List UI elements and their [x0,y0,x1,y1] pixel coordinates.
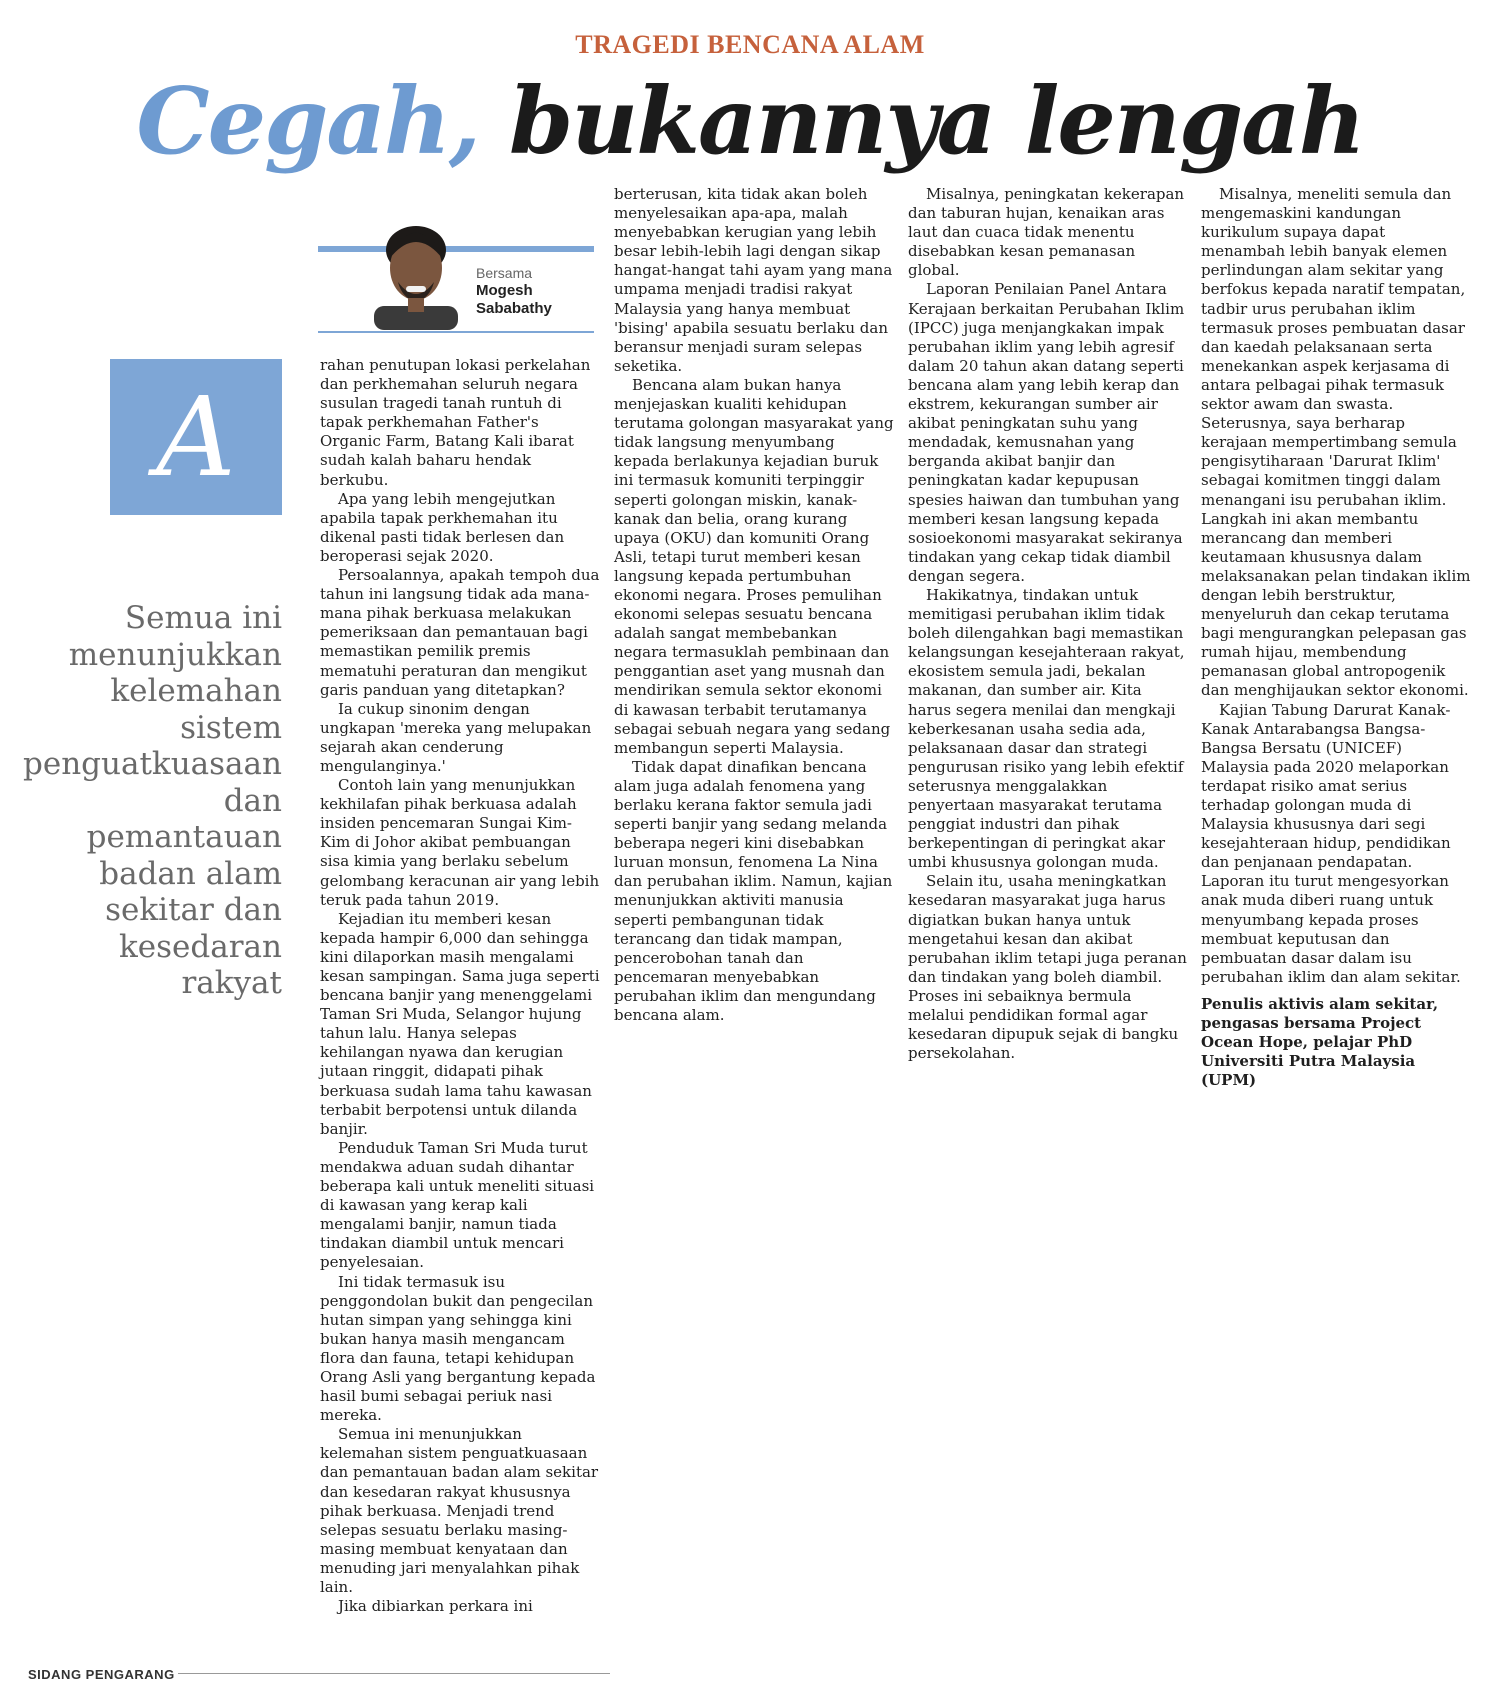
footer-rule [178,1673,610,1674]
pull-quote: Semua ini menunjukkan kelemahan sistem penguatkuasaan dan pemantauan badan alam sekitar dan kesedaran rakyat [23,600,282,1001]
paragraph: Jika dibiarkan perkara ini [338,1597,533,1616]
paragraph: Misalnya, peningkatan kekerapan dan taburan hujan, kenaikan aras laut dan cuaca tidak menentu disebabkan kesan pemanasan global. [908,185,1185,280]
article-column-2 [614,185,894,1025]
paragraph: rahan penutupan lokasi perkelahan dan perkhemahan seluruh negara susulan tragedi tanah runtuh di tapak perkhemahan Father's Organic Farm, Batang Kali ibarat sudah kalah baharu hendak berkubu. [320,356,591,489]
paragraph: Ini tidak termasuk isu penggondolan bukit dan pengecilan hutan simpan yang sehingga kini bukan hanya masih mengancam flora dan fauna, tetapi kehidupan Orang Asli yang bergantung kepada hasil bumi sebagai periuk nasi mereka. [320,1272,596,1425]
paragraph: Bencana alam bukan hanya menjejaskan kualiti kehidupan terutama golongan masyarakat yang tidak langsung menyumbang kepada berlakunya kejadian buruk ini termasuk komuniti terpinggir seperti golongan miskin, kanak-kanak dan belia, orang kurang upaya (OKU) dan komuniti Orang Asli, tetapi turut memberi kesan langsung kepada pertumbuhan ekonomi negara. Proses pemulihan ekonomi selepas sesuatu bencana adalah sangat membebankan negara termasuklah pembinaan dan penggantian aset yang musnah dan mendirikan semula sektor ekonomi di kawasan terbabit terutamanya sebagai sebuah negara yang sedang membangun seperti Malaysia. [614,375,894,757]
paragraph: Persoalannya, apakah tempoh dua tahun ini langsung tidak ada mana-mana pihak berkuasa melakukan pemeriksaan dan pemantauan bagi memastikan pemilik premis mematuhi peraturan dan mengikut garis panduan yang ditetapkan? [320,566,600,699]
author-note: Penulis aktivis alam sekitar, pengasas bersama Project Ocean Hope, pelajar PhD Universiti Putra Malaysia (UPM) [1201,994,1439,1090]
paragraph: Kajian Tabung Darurat Kanak-Kanak Antarabangsa Bangsa-Bangsa Bersatu (UNICEF) Malaysia pada 2020 melaporkan terdapat risiko amat serius terhadap golongan muda di Malaysia khususnya dari segi kesejahteraan hidup, pendidikan dan penjanaan pendapatan. Laporan itu turut mengesyorkan anak muda diberi ruang untuk menyumbang kepada proses membuat keputusan dan pembuatan dasar dalam isu perubahan iklim dan alam sekitar. [1201,700,1461,986]
byline-text [476,264,586,318]
paragraph: Selain itu, usaha meningkatkan kesedaran masyarakat juga harus digiatkan bukan hanya untuk mengetahui kesan dan akibat perubahan iklim tetapi juga peranan dan tindakan yang boleh diambil. Proses ini sebaiknya bermula melalui pendidikan formal agar kesedaran dipupuk sejak di bangku persekolahan. [908,872,1187,1063]
paragraph: Laporan Penilaian Panel Antara Kerajaan berkaitan Perubahan Iklim (IPCC) juga menjangkakan impak perubahan iklim yang lebih agresif dalam 20 tahun akan datang seperti bencana alam yang lebih kerap dan ekstrem, kekurangan sumber air akibat peningkatan suhu yang mendadak, kemusnahan yang berganda akibat banjir dan peningkatan kadar kepupusan spesies haiwan dan tumbuhan yang memberi kesan langsung kepada sosioekonomi masyarakat sekiranya tindakan yang cekap tidak diambil dengan segera. [908,280,1185,585]
headline-part-2: bukannya lengah [509,67,1364,175]
paragraph: Apa yang lebih mengejutkan apabila tapak perkhemahan itu dikenal pasti tidak berlesen dan beroperasi sejak 2020. [320,489,565,565]
drop-cap: A [110,359,282,515]
paragraph: Misalnya, meneliti semula dan mengemaskini kandungan kurikulum supaya dapat menambah lebih banyak elemen perlindungan alam sekitar yang berfokus kepada naratif tempatan, tadbir urus perubahan iklim termasuk proses pembuatan dasar dan kaedah pelaksanaan serta menekankan aspek kerjasama di antara pelbagai pihak termasuk sektor awam dan swasta. Seterusnya, saya berharap kerajaan mempertimbang semula pengisytiharaan 'Darurat Iklim' sebagai komitmen tinggi dalam menangani isu perubahan iklim. Langkah ini akan membantu merancang dan memberi keutamaan khususnya dalam melaksanakan pelan tindakan iklim dengan lebih berstruktur, menyeluruh dan cekap terutama bagi mengurangkan pelepasan gas rumah hijau, membendung pemanasan global antropogenik dan menghijaukan sektor ekonomi. [1201,185,1471,700]
byline [318,206,594,338]
paragraph: berterusan, kita tidak akan boleh menyelesaikan apa-apa, malah menyebabkan kerugian yang lebih besar lebih-lebih lagi dengan sikap hangat-hangat tahi ayam yang mana umpama menjadi tradisi rakyat Malaysia yang hanya membuat 'bising' apabila sesuatu berlaku dan beransur menjadi suram selepas seketika. [614,185,893,375]
headline [0,66,1500,176]
paragraph: Penduduk Taman Sri Muda turut mendakwa aduan sudah dihantar beberapa kali untuk meneliti situasi di kawasan yang kerap kali mengalami banjir, namun tiada tindakan diambil untuk mencari penyelesaian. [320,1138,595,1272]
headline-part-1: Cegah, [136,67,479,175]
byline-label: Bersama [476,265,533,281]
paragraph: Contoh lain yang menunjukkan kekhilafan pihak berkuasa adalah insiden pencemaran Sungai Kim-Kim di Johor akibat pembuangan sisa kimia yang berlaku sebelum gelombang keracunan air yang lebih teruk pada tahun 2019. [320,776,600,909]
paragraph: Kejadian itu memberi kesan kepada hampir 6,000 dan sehingga kini dilaporkan masih mengalami kesan sampingan. Sama juga seperti bencana banjir yang menenggelami Taman Sri Muda, Selangor hujung tahun lalu. Hanya selepas kehilangan nyawa dan kerugian jutaan ringgit, didapati pihak berkuasa sudah lama tahu kawasan terbabit berpotensi untuk dilanda banjir. [320,909,600,1138]
author-name: Mogesh Sababathy [476,282,552,317]
paragraph: Hakikatnya, tindakan untuk memitigasi perubahan iklim tidak boleh dilengahkan bagi memastikan kelangsungan kesejahteraan rakyat, ekosistem semula jadi, bekalan makanan, dan sumber air. Kita harus segera menilai dan mengkaji keberkesanan usaha sedia ada, pelaksanaan dasar dan strategi pengurusan risiko yang lebih efektif seterusnya menggalakkan penyertaan masyarakat terutama penggiat industri dan pihak berkepentingan di peringkat akar umbi khususnya golongan muda. [908,585,1185,872]
author-portrait [366,206,466,330]
article-column-4 [1201,185,1473,1090]
byline-bottom-rule [318,331,594,333]
footer-section-label: SIDANG PENGARANG [28,1667,175,1682]
article-column-1 [320,356,600,1616]
article-column-3 [908,185,1188,1063]
paragraph: Semua ini menunjukkan kelemahan sistem penguatkuasaan dan pemantauan badan alam sekitar dan kesedaran rakyat khususnya pihak berkuasa. Menjadi trend selepas sesuatu berlaku masing-masing membuat kenyataan dan menuding jari menyalahkan pihak lain. [320,1425,599,1596]
section-kicker: TRAGEDI BENCANA ALAM [575,30,925,59]
paragraph: Ia cukup sinonim dengan ungkapan 'mereka yang melupakan sejarah akan cenderung mengulanginya.' [320,699,592,775]
paragraph: Tidak dapat dinafikan bencana alam juga adalah fenomena yang berlaku kerana faktor semula jadi seperti banjir yang sedang melanda beberapa negeri kini disebabkan luruan monsun, fenomena La Nina dan perubahan iklim. Namun, kajian menunjukkan aktiviti manusia seperti pembangunan tidak terancang dan tidak mampan, pencerobohan tanah dan pencemaran menyebabkan perubahan iklim dan mengundang bencana alam. [614,757,893,1025]
